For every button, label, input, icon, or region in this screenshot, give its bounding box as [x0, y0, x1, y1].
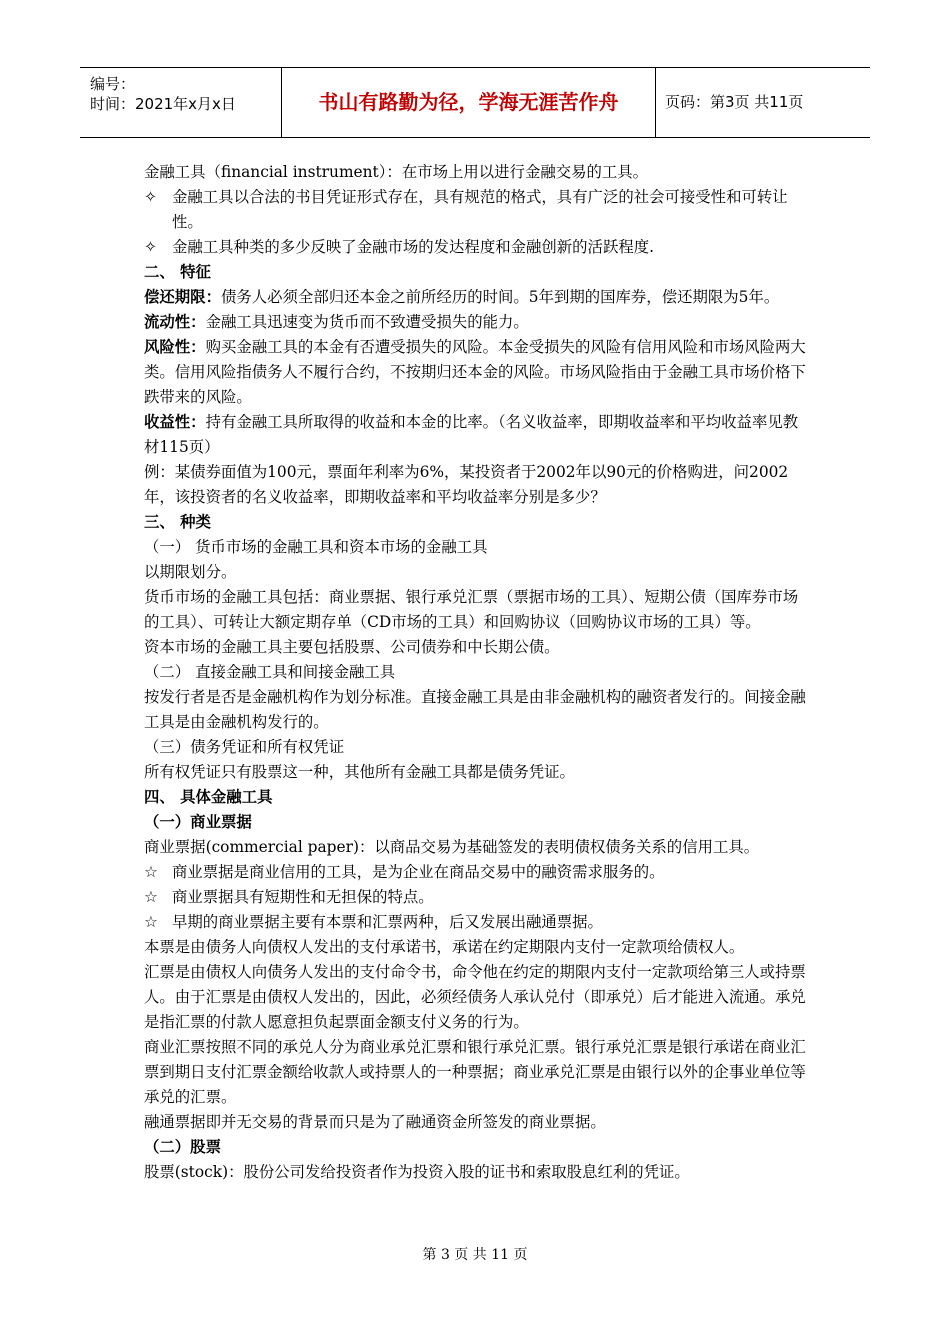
header-page-info: 页码：第3页 共11页 — [665, 93, 804, 111]
term-text: 金融工具迅速变为货币而不致遭受损失的能力。 — [205, 313, 529, 331]
star-bullet-icon: ☆ — [144, 863, 158, 881]
bullet-item — [144, 235, 810, 260]
yield-paragraph — [144, 410, 810, 460]
subsection-heading: （三）债务凭证和所有权凭证 — [144, 738, 345, 756]
subsection-heading: （一） 货币市场的金融工具和资本市场的金融工具 — [144, 538, 488, 556]
subsection-heading: （二） 直接金融工具和间接金融工具 — [144, 663, 396, 681]
subsection-heading-bold: （一）商业票据 — [144, 813, 252, 831]
star-bullet-icon: ☆ — [144, 888, 158, 906]
section-heading-types: 三、 种类 — [144, 513, 211, 531]
bullet-text: 商业票据是商业信用的工具，是为企业在商品交易中的融资需求服务的。 — [172, 863, 665, 881]
body-paragraph: 汇票是由债权人向债务人发出的支付命令书，命令他在约定的期限内支付一定款项给第三人或持票人。由于汇票是由债权人发出的，因此，必须经债务人承认兑付（即承兑）后才能进入流通。承兑是指汇票的付款人愿意担负起票面金额支付义务的行为。 — [144, 963, 806, 1031]
header-info-cell — [80, 68, 280, 137]
body-paragraph: 股票(stock)：股份公司发给投资者作为投资入股的证书和索取股息红利的凭证。 — [144, 1163, 690, 1181]
body-paragraph: 商业票据(commercial paper)：以商品交易为基础签发的表明债权债务关系的信用工具。 — [144, 838, 760, 856]
bullet-text: 金融工具种类的多少反映了金融市场的发达程度和金融创新的活跃程度. — [172, 238, 655, 256]
star-bullet-icon: ☆ — [144, 913, 158, 931]
body-paragraph: 商业汇票按照不同的承兑人分为商业承兑汇票和银行承兑汇票。银行承兑汇票是银行承诺在商业汇票到期日支付汇票金额给收款人或持票人的一种票据；商业承兑汇票是由银行以外的企事业单位等承兑的汇票。 — [144, 1038, 806, 1106]
bullet-item — [144, 185, 810, 235]
diamond-bullet-icon: ✧ — [144, 188, 157, 206]
page-footer: 第 3 页 共 11 页 — [422, 1247, 528, 1263]
body-paragraph: 货币市场的金融工具包括：商业票据、银行承兑汇票（票据市场的工具）、短期公债（国库券市场的工具）、可转让大额定期存单（CD市场的工具）和回购协议（回购协议市场的工具）等。 — [144, 588, 799, 631]
number-label: 编号： — [90, 75, 136, 93]
body-paragraph: 以期限划分。 — [144, 563, 237, 581]
body-paragraph: 融通票据即并无交易的背景而只是为了融通资金所签发的商业票据。 — [144, 1113, 606, 1131]
section-heading-instruments: 四、 具体金融工具 — [144, 788, 273, 806]
intro-paragraph: 金融工具（financial instrument）：在市场上用以进行金融交易的工具。 — [144, 163, 649, 181]
bullet-text: 早期的商业票据主要有本票和汇票两种，后又发展出融通票据。 — [172, 913, 603, 931]
bullet-item — [144, 885, 810, 910]
example-paragraph: 例：某债券面值为100元，票面年利率为6%，某投资者于2002年以90元的价格购进，问2002年，该投资者的名义收益率，即期收益率和平均收益率分别是多少？ — [144, 463, 789, 506]
header-divider-right — [655, 68, 656, 137]
header-motto: 书山有路勤为径，学海无涯苦作舟 — [318, 90, 619, 114]
term-text: 债务人必须全部归还本金之前所经历的时间。5年到期的国库券，偿还期限为5年。 — [220, 288, 780, 306]
body-paragraph: 所有权凭证只有股票这一种，其他所有金融工具都是债务凭证。 — [144, 763, 575, 781]
term-text: 购买金融工具的本金有否遭受损失的风险。本金受损失的风险有信用风险和市场风险两大类。信用风险指债务人不履行合约，不按期归还本金的风险。市场风险指由于金融工具市场价格下跌带来的风险。 — [144, 338, 806, 406]
bullet-item — [144, 910, 810, 935]
risk-paragraph — [144, 335, 810, 410]
bullet-text: 金融工具以合法的书目凭证形式存在，具有规范的格式，具有广泛的社会可接受性和可转让性。 — [172, 188, 788, 231]
diamond-bullet-icon: ✧ — [144, 238, 157, 256]
body-paragraph: 按发行者是否是金融机构作为划分标准。直接金融工具是由非金融机构的融资者发行的。间接金融工具是由金融机构发行的。 — [144, 688, 806, 731]
document-body — [144, 160, 810, 1185]
document-header — [80, 67, 870, 138]
body-paragraph: 本票是由债务人向债权人发出的支付承诺书，承诺在约定期限内支付一定款项给债权人。 — [144, 938, 745, 956]
bullet-text: 商业票据具有短期性和无担保的特点。 — [172, 888, 434, 906]
term-label: 流动性： — [144, 313, 206, 331]
body-paragraph: 资本市场的金融工具主要包括股票、公司债券和中长期公债。 — [144, 638, 560, 656]
term-label: 收益性： — [144, 413, 206, 431]
term-label: 风险性： — [144, 338, 206, 356]
bullet-item — [144, 860, 810, 885]
term-label: 偿还期限： — [144, 288, 221, 306]
term-text: 持有金融工具所取得的收益和本金的比率。（名义收益率，即期收益率和平均收益率见教材115页） — [144, 413, 799, 456]
repayment-paragraph — [144, 285, 810, 310]
subsection-heading-bold: （二）股票 — [144, 1138, 221, 1156]
section-heading-features: 二、 特征 — [144, 263, 211, 281]
time-label: 时间：2021年x月x日 — [90, 95, 236, 113]
liquidity-paragraph — [144, 310, 810, 335]
